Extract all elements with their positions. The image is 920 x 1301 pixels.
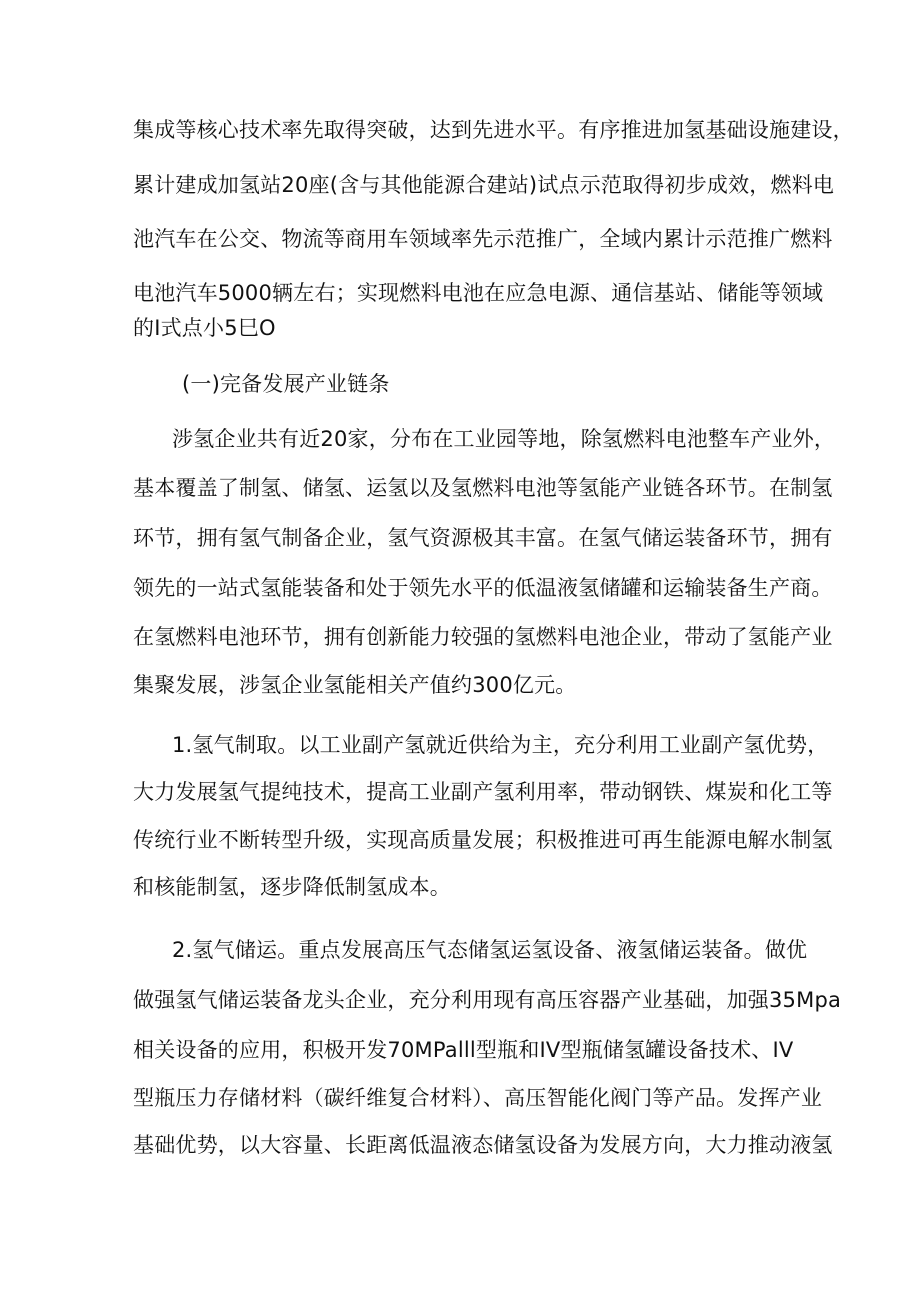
paragraph-4-line-1: 1.氢气制取。以工业副产氢就近供给为主，充分利用工业副产氢优势， (172, 733, 829, 757)
paragraph-4-line-3: 传统行业不断转型升级，实现高质量发展；积极推进可再生能源电解水制氢 (133, 828, 833, 852)
section-heading: (一)完备发展产业链条 (182, 372, 390, 396)
paragraph-3-line-2: 基本覆盖了制氢、储氢、运氢以及氢燃料电池等氢能产业链各环节。在制氢 (133, 476, 833, 500)
paragraph-3-line-6: 集聚发展，涉氢企业氢能相关产值约300亿元。 (133, 673, 577, 697)
paragraph-5-line-3: 相关设备的应用，积极开发70MPalll型瓶和IV型瓶储氢罐设备技术、IV (133, 1038, 794, 1062)
paragraph-5-line-1: 2.氢气储运。重点发展高压气态储氢运氢设备、液氢储运装备。做优 (172, 938, 808, 962)
paragraph-1-line-5: 的I式点小5巳O (133, 316, 276, 340)
paragraph-3-line-5: 在氢燃料电池环节，拥有创新能力较强的氢燃料电池企业，带动了氢能产业 (133, 625, 833, 649)
paragraph-3-line-4: 领先的一站式氢能装备和处于领先水平的低温液氢储罐和运输装备生产商。 (133, 576, 833, 600)
paragraph-5-line-4: 型瓶压力存储材料（碳纤维复合材料）、高压智能化阀门等产品。发挥产业 (133, 1086, 823, 1110)
paragraph-3-line-3: 环节，拥有氢气制备企业，氢气资源极其丰富。在氢气储运装备环节，拥有 (133, 526, 833, 550)
paragraph-1-line-1: 集成等核心技术率先取得突破，达到先进水平。有序推进加氢基础设施建设， (133, 118, 854, 142)
paragraph-4-line-4: 和核能制氢，逐步降低制氢成本。 (133, 875, 451, 899)
paragraph-1-line-3: 池汽车在公交、物流等商用车领域率先示范推广，全域内累计示范推广燃料 (133, 227, 833, 251)
paragraph-1-line-2: 累计建成加氢站20座(含与其他能源合建站)试点示范取得初步成效，燃料电 (133, 173, 835, 197)
paragraph-3-line-1: 涉氢企业共有近20家，分布在工业园等地，除氢燃料电池整车产业外， (172, 427, 836, 451)
paragraph-5-line-5: 基础优势，以大容量、长距离低温液态储氢设备为发展方向，大力推动液氢 (133, 1133, 833, 1157)
paragraph-5-line-2: 做强氢气储运装备龙头企业，充分利用现有高压容器产业基础，加强35Mpa (133, 988, 842, 1012)
paragraph-4-line-2: 大力发展氢气提纯技术，提高工业副产氢利用率，带动钢铁、煤炭和化工等 (133, 780, 833, 804)
paragraph-1-line-4: 电池汽车5000辆左右；实现燃料电池在应急电源、通信基站、储能等领域 (133, 281, 824, 305)
